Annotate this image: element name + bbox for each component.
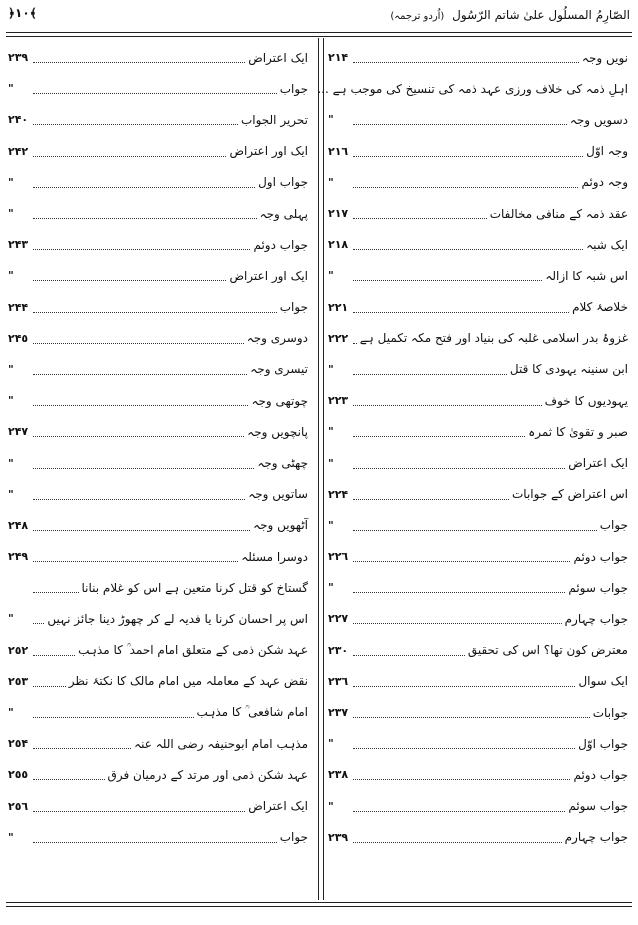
toc-entry-title: اس اعتراض کے جوابات: [512, 487, 628, 502]
dot-leader: [33, 811, 245, 812]
dot-leader: [33, 62, 245, 63]
dot-leader: [33, 686, 66, 687]
toc-entry-title: جواب سوئم: [568, 580, 628, 595]
dot-leader: [33, 405, 248, 406]
dot-leader: [33, 561, 238, 562]
toc-entry-title: اہلِ ذمہ کی خلاف ورزی عہد ذمہ کی تنسیخ کی موجب ہے ...: [317, 81, 628, 96]
dot-leader: [353, 842, 562, 843]
toc-entry-page: ": [328, 737, 334, 751]
dot-leader: [353, 124, 567, 125]
toc-entry-title: یہودیوں کا خوف: [544, 393, 628, 408]
toc-entry: [328, 603, 628, 634]
footer-rule: [6, 902, 632, 903]
toc-entry: [8, 73, 308, 104]
toc-entry-page: ": [8, 394, 14, 408]
toc-entry-page: ٢۴٢: [8, 144, 29, 158]
toc-entry-title: ساتویں وجہ: [248, 487, 308, 502]
dot-leader: [353, 499, 509, 500]
toc-entry: [328, 229, 628, 260]
toc-entry-page: ": [8, 487, 14, 501]
book-subtitle: (اُردو ترجمہ): [390, 11, 445, 22]
dot-leader: [33, 468, 254, 469]
dot-leader: [353, 405, 542, 406]
toc-entry-title: ایک اعتراض: [248, 799, 308, 814]
toc-entry-title: تیسری وجہ: [250, 362, 308, 377]
toc-entry-title: صبر و تقویٰ کا ثمرہ: [528, 424, 628, 439]
toc-entry: [328, 136, 628, 167]
toc-entry: [328, 822, 628, 853]
header-rule-inner: [6, 36, 632, 37]
toc-entry-title: جوابات: [592, 705, 628, 720]
toc-entry: [328, 167, 628, 198]
toc-entry: [328, 354, 628, 385]
dot-leader: [353, 312, 569, 313]
toc-entry: [328, 728, 628, 759]
toc-entry: [328, 479, 628, 510]
dot-leader: [33, 280, 226, 281]
toc-entry-page: ٢۴٩: [8, 550, 29, 564]
toc-entry-title: جواب اوّل: [578, 736, 628, 751]
toc-entry: [328, 104, 628, 135]
toc-entry-title: عقد ذمہ کے منافی مخالفات: [489, 206, 628, 221]
dot-leader: [353, 811, 565, 812]
toc-entry: [8, 167, 308, 198]
toc-entry: [328, 510, 628, 541]
toc-entry-page: ٢٣٨: [328, 768, 349, 782]
toc-entry: [8, 42, 308, 73]
toc-entry-title: جواب چہارم: [564, 830, 628, 845]
toc-entry-page: ٢۴٨: [8, 518, 29, 532]
toc-entry: [8, 479, 308, 510]
toc-entry: [328, 447, 628, 478]
toc-entry-page: ٢٥۴: [8, 737, 29, 751]
toc-entry: [8, 822, 308, 853]
toc-entry-page: ٢١٧: [328, 207, 349, 221]
toc-entry-title: پانچویں وجہ: [247, 424, 308, 439]
dot-leader: [353, 218, 487, 219]
dot-leader: [353, 592, 565, 593]
toc-entry-title: امام شافعی ؒ کا مذہب: [196, 705, 308, 720]
toc-entry: [8, 385, 308, 416]
toc-entry: [328, 759, 628, 790]
toc-entry: [328, 260, 628, 291]
dot-leader: [353, 468, 565, 469]
toc-entry-title: ایک اور اعتراض: [229, 268, 308, 283]
toc-entry-page: ٢٥٥: [8, 768, 29, 782]
toc-entry-title: جواب: [279, 81, 308, 96]
dot-leader: [353, 779, 570, 780]
toc-entry-page: ": [8, 456, 14, 470]
toc-entry: [328, 416, 628, 447]
toc-entry-page: ٢٢١: [328, 300, 349, 314]
toc-entry-title: خلاصۂ کلام: [572, 300, 628, 315]
toc-entry: [8, 354, 308, 385]
dot-leader: [33, 156, 226, 157]
toc-entry-page: ": [328, 456, 334, 470]
toc-entry-title: جواب: [279, 830, 308, 845]
dot-leader: [353, 62, 579, 63]
toc-entry-page: ": [8, 830, 14, 844]
toc-entry-title: جواب: [599, 518, 628, 533]
dot-leader: [353, 249, 583, 250]
toc-entry-page: ٢٣٦: [328, 674, 349, 688]
toc-entry-title: ایک شبہ: [586, 237, 628, 252]
toc-entry-title: عہد شکن ذمی کے متعلق امام احمد ؒ کا مذہب: [78, 642, 308, 657]
dot-leader: [33, 748, 131, 749]
toc-entry-title: ایک اعتراض: [248, 50, 308, 65]
dot-leader: [33, 779, 105, 780]
toc-entry: [328, 541, 628, 572]
toc-entry-title: جواب: [279, 300, 308, 315]
toc-entry-title: جواب دوئم: [573, 767, 628, 782]
toc-entry-page: ٢٢٦: [328, 550, 349, 564]
toc-entry: [8, 510, 308, 541]
toc-entry-page: ٢١٨: [328, 238, 349, 252]
dot-leader: [33, 249, 250, 250]
toc-entry-page: ٢۴٠: [8, 113, 29, 127]
dot-leader: [33, 592, 79, 593]
dot-leader: [33, 93, 277, 94]
toc-entry-page: ": [328, 425, 334, 439]
toc-entry: [8, 635, 308, 666]
dot-leader: [353, 686, 575, 687]
toc-entry-title: وجہ اوّل: [586, 144, 628, 159]
toc-entry: [328, 323, 628, 354]
toc-entry: [8, 572, 308, 603]
toc-entry-page: ": [8, 82, 14, 96]
dot-leader: [33, 218, 257, 219]
toc-entry-page: ٢٢۴: [328, 487, 349, 501]
dot-leader: [33, 187, 255, 188]
toc-entry-page: ٢٥٦: [8, 799, 29, 813]
toc-entry-title: اس پر احسان کرنا یا فدیہ لے کر چھوڑ دینا جائز نہیں: [47, 611, 308, 626]
toc-entry: [328, 572, 628, 603]
toc-entry: [8, 791, 308, 822]
toc-entry-title: جواب سوئم: [568, 799, 628, 814]
toc-entry: [8, 323, 308, 354]
toc-entry: [8, 292, 308, 323]
toc-entry-title: دسویں وجہ: [569, 112, 628, 127]
toc-entry-page: ٢٥٢: [8, 643, 29, 657]
dot-leader: [353, 374, 507, 375]
toc-entry: [328, 791, 628, 822]
toc-entry: [8, 136, 308, 167]
dot-leader: [353, 717, 590, 718]
toc-entry-page: ٢٢٧: [328, 612, 349, 626]
toc-entry-page: ": [328, 269, 334, 283]
toc-entry-title: دوسرا مسئلہ: [241, 549, 308, 564]
toc-entry-page: ": [328, 113, 334, 127]
toc-entry-page: ٢١۴: [328, 51, 349, 65]
toc-entry-title: غزوۂ بدر اسلامی غلبہ کی بنیاد اور فتح مکہ تکمیل ہے: [359, 331, 628, 346]
dot-leader: [353, 623, 562, 624]
toc-entry-page: ": [328, 362, 334, 376]
toc-entry-title: نویں وجہ: [581, 50, 628, 65]
toc-entry-title: پہلی وجہ: [259, 206, 308, 221]
toc-entry-page: ": [8, 269, 14, 283]
toc-entry-title: عہد شکن ذمی اور مرتد کے درمیان فرق: [107, 767, 308, 782]
toc-entry: [328, 42, 628, 73]
toc-entry: [8, 697, 308, 728]
dot-leader: [33, 499, 245, 500]
toc-entry-title: جواب دوئم: [253, 237, 308, 252]
dot-leader: [33, 623, 44, 624]
dot-leader: [353, 748, 575, 749]
toc-entry: [328, 635, 628, 666]
toc-entry: [8, 603, 308, 634]
toc-entry: [328, 666, 628, 697]
toc-entry-title: ایک اعتراض: [568, 456, 628, 471]
toc-entry-title: چوتھی وجہ: [251, 393, 308, 408]
dot-leader: [33, 312, 277, 313]
toc-entry: [8, 759, 308, 790]
toc-entry-page: ٢٣٧: [328, 706, 349, 720]
book-title-text: الصّارِمُ المسلُول علیٰ شاتم الرّسُول: [452, 8, 630, 22]
toc-entry: [8, 666, 308, 697]
toc-entry-title: جواب دوئم: [573, 549, 628, 564]
toc-entry-title: ایک سوال: [578, 674, 628, 689]
toc-entry: [328, 198, 628, 229]
toc-entry-title: وجہ دوئم: [581, 175, 628, 190]
toc-left-column: [8, 42, 308, 853]
toc-entry-page: ": [8, 612, 14, 626]
dot-leader: [33, 842, 277, 843]
toc-entry-page: ٢۴۴: [8, 300, 29, 314]
toc-entry-page: ": [8, 207, 14, 221]
header-rule: [6, 32, 632, 33]
toc-entry: [8, 260, 308, 291]
toc-entry: [8, 728, 308, 759]
toc-entry-title: آٹھویں وجہ: [253, 518, 308, 533]
dot-leader: [33, 124, 238, 125]
toc-entry-page: ٢۴٥: [8, 331, 29, 345]
toc-entry: [8, 447, 308, 478]
toc-entry-title: گستاخ کو قتل کرنا متعین ہے اس کو غلام بنانا: [81, 580, 308, 595]
toc-entry-title: چھٹی وجہ: [257, 456, 308, 471]
toc-entry-page: ": [8, 362, 14, 376]
toc-entry: [8, 541, 308, 572]
toc-entry-page: ": [328, 175, 334, 189]
toc-entry-page: ٢۴٣: [8, 238, 29, 252]
dot-leader: [33, 436, 244, 437]
dot-leader: [353, 436, 525, 437]
toc-entry-page: ٢٣٩: [8, 51, 29, 65]
toc-entry-page: ٢٣٠: [328, 643, 349, 657]
dot-leader: [33, 530, 250, 531]
toc-entry-page: ": [328, 518, 334, 532]
dot-leader: [353, 655, 465, 656]
toc-entry-page: ": [328, 581, 334, 595]
dot-leader: [353, 187, 578, 188]
toc-entry: [328, 697, 628, 728]
toc-entry-page: ": [8, 175, 14, 189]
dot-leader: [353, 156, 583, 157]
book-title: [390, 8, 630, 22]
toc-entry-title: جواب چہارم: [564, 611, 628, 626]
dot-leader: [33, 343, 244, 344]
toc-entry: [328, 385, 628, 416]
toc-entry-page: ٢٢٢: [328, 331, 349, 345]
toc-entry: [8, 104, 308, 135]
toc-entry: [8, 229, 308, 260]
toc-entry-title: دوسری وجہ: [246, 331, 308, 346]
dot-leader: [353, 343, 357, 344]
column-divider: [318, 38, 324, 900]
dot-leader: [33, 655, 75, 656]
dot-leader: [33, 374, 247, 375]
toc-entry-title: اس شبہ کا ازالہ: [545, 268, 628, 283]
dot-leader: [353, 561, 570, 562]
toc-entry-title: جواب اول: [258, 175, 308, 190]
page-header: [8, 4, 630, 32]
toc-entry: [317, 73, 628, 104]
toc-entry-page: ٢٥٣: [8, 674, 29, 688]
toc-entry-page: ": [328, 799, 334, 813]
dot-leader: [353, 280, 542, 281]
toc-right-column: [317, 42, 628, 853]
toc-entry-page: ": [8, 706, 14, 720]
toc-entry: [328, 292, 628, 323]
toc-entry-title: مذہب امام ابوحنیفہ رضی اللہ عنہ: [134, 736, 308, 751]
toc-entry-title: نقض عہد کے معاملہ میں امام مالک کا نکتۂ نظر: [68, 674, 308, 689]
footer-rule-inner: [6, 906, 632, 907]
toc-entry: [8, 198, 308, 229]
toc-entry-title: ایک اور اعتراض: [229, 144, 308, 159]
toc-entry-page: ٢۴٧: [8, 425, 29, 439]
dot-leader: [353, 530, 597, 531]
toc-entry-title: ابن سنینہ یہودی کا قتل: [509, 362, 628, 377]
toc-entry-page: ٢٣٩: [328, 830, 349, 844]
dot-leader: [33, 717, 194, 718]
toc-entry: [8, 416, 308, 447]
toc-entry-title: معترض کون تھا؟ اس کی تحقیق: [467, 643, 628, 658]
toc-entry-page: ٢١٦: [328, 144, 349, 158]
toc-entry-page: ٢٢٣: [328, 394, 349, 408]
page-number: ﴿١٠﴾: [8, 6, 37, 20]
toc-entry-title: تحریر الجواب: [240, 112, 308, 127]
